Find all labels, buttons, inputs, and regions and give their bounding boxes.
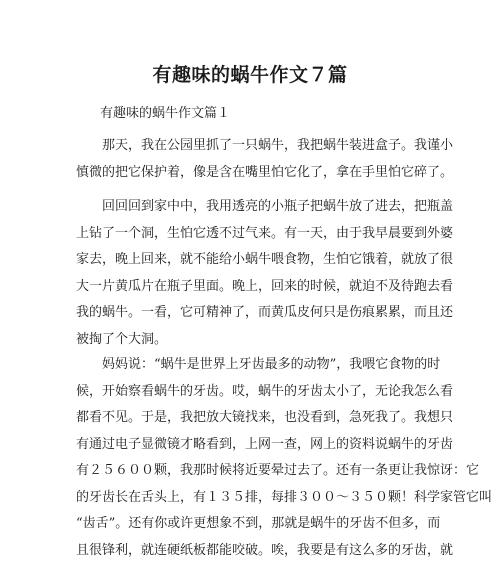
paragraph-line: “齿舌”。还有你或许更想象不到，那就是蜗牛的牙齿不但多，而 (76, 516, 441, 531)
paragraph-line: 都看不见。于是，我把放大镜找来，也没看到，急死我了。我想只 (76, 410, 454, 425)
paragraph-line: 大一片黄瓜片在瓶子里面。晚上，回来的时候，就迫不及待跑去看 (76, 278, 454, 294)
paragraph-3 (76, 352, 493, 564)
paragraph-line: 的牙齿长在舌头上，有１３５排，每排３００～３５０颗！科学家管它叫 (76, 489, 493, 505)
paragraph-line: 被掏了个大洞。 (76, 331, 168, 347)
paragraph-line: 慎微的把它保护着，像是含在嘴里怕它化了，拿在手里怕它碎了。 (76, 164, 454, 180)
section-heading: 有趣味的蜗牛作文篇１ (100, 106, 231, 121)
paragraph-line: 回回回到家中中，我用透亮的小瓶子把蜗牛放了进去，把瓶盖 (76, 199, 454, 214)
paragraph-2 (76, 194, 454, 353)
paragraph-line: 且很锋利，就连硬纸板都能咬破。唉，我要是有这么多的牙齿，就 (76, 542, 454, 558)
paragraph-line: 候，开始察看蜗牛的牙齿。哎，蜗牛的牙齿太小了，无论我怎么看 (76, 383, 454, 399)
document-title: 有趣味的蜗牛作文７篇 (152, 64, 348, 86)
paragraph-line: 上钻了一个洞，生怕它透不过气来。有一天，由于我早晨要到外婆 (76, 225, 454, 241)
paragraph-line: 那天，我在公园里抓了一只蜗牛，我把蜗牛装进盒子。我谨小 (76, 138, 454, 153)
paragraph-line: 妈妈说：“蜗牛是世界上牙齿最多的动物”，我喂它食物的时 (76, 357, 441, 372)
paragraph-line: 我的蜗牛。一看，它可精神了，而黄瓜皮何只是伤痕累累，而且还 (76, 305, 454, 320)
paragraph-1 (76, 133, 454, 186)
paragraph-line: 有２５６００颗，我那时候将近要晕过去了。还有一条更让我惊讶：它 (76, 463, 480, 478)
paragraph-line: 家去，晚上回来，就不能给小蜗牛喂食物，生怕它饿着，就放了很 (76, 252, 454, 267)
paragraph-line: 有通过电子显微镜才略看到，上网一查，网上的资料说蜗牛的牙齿 (76, 436, 454, 452)
